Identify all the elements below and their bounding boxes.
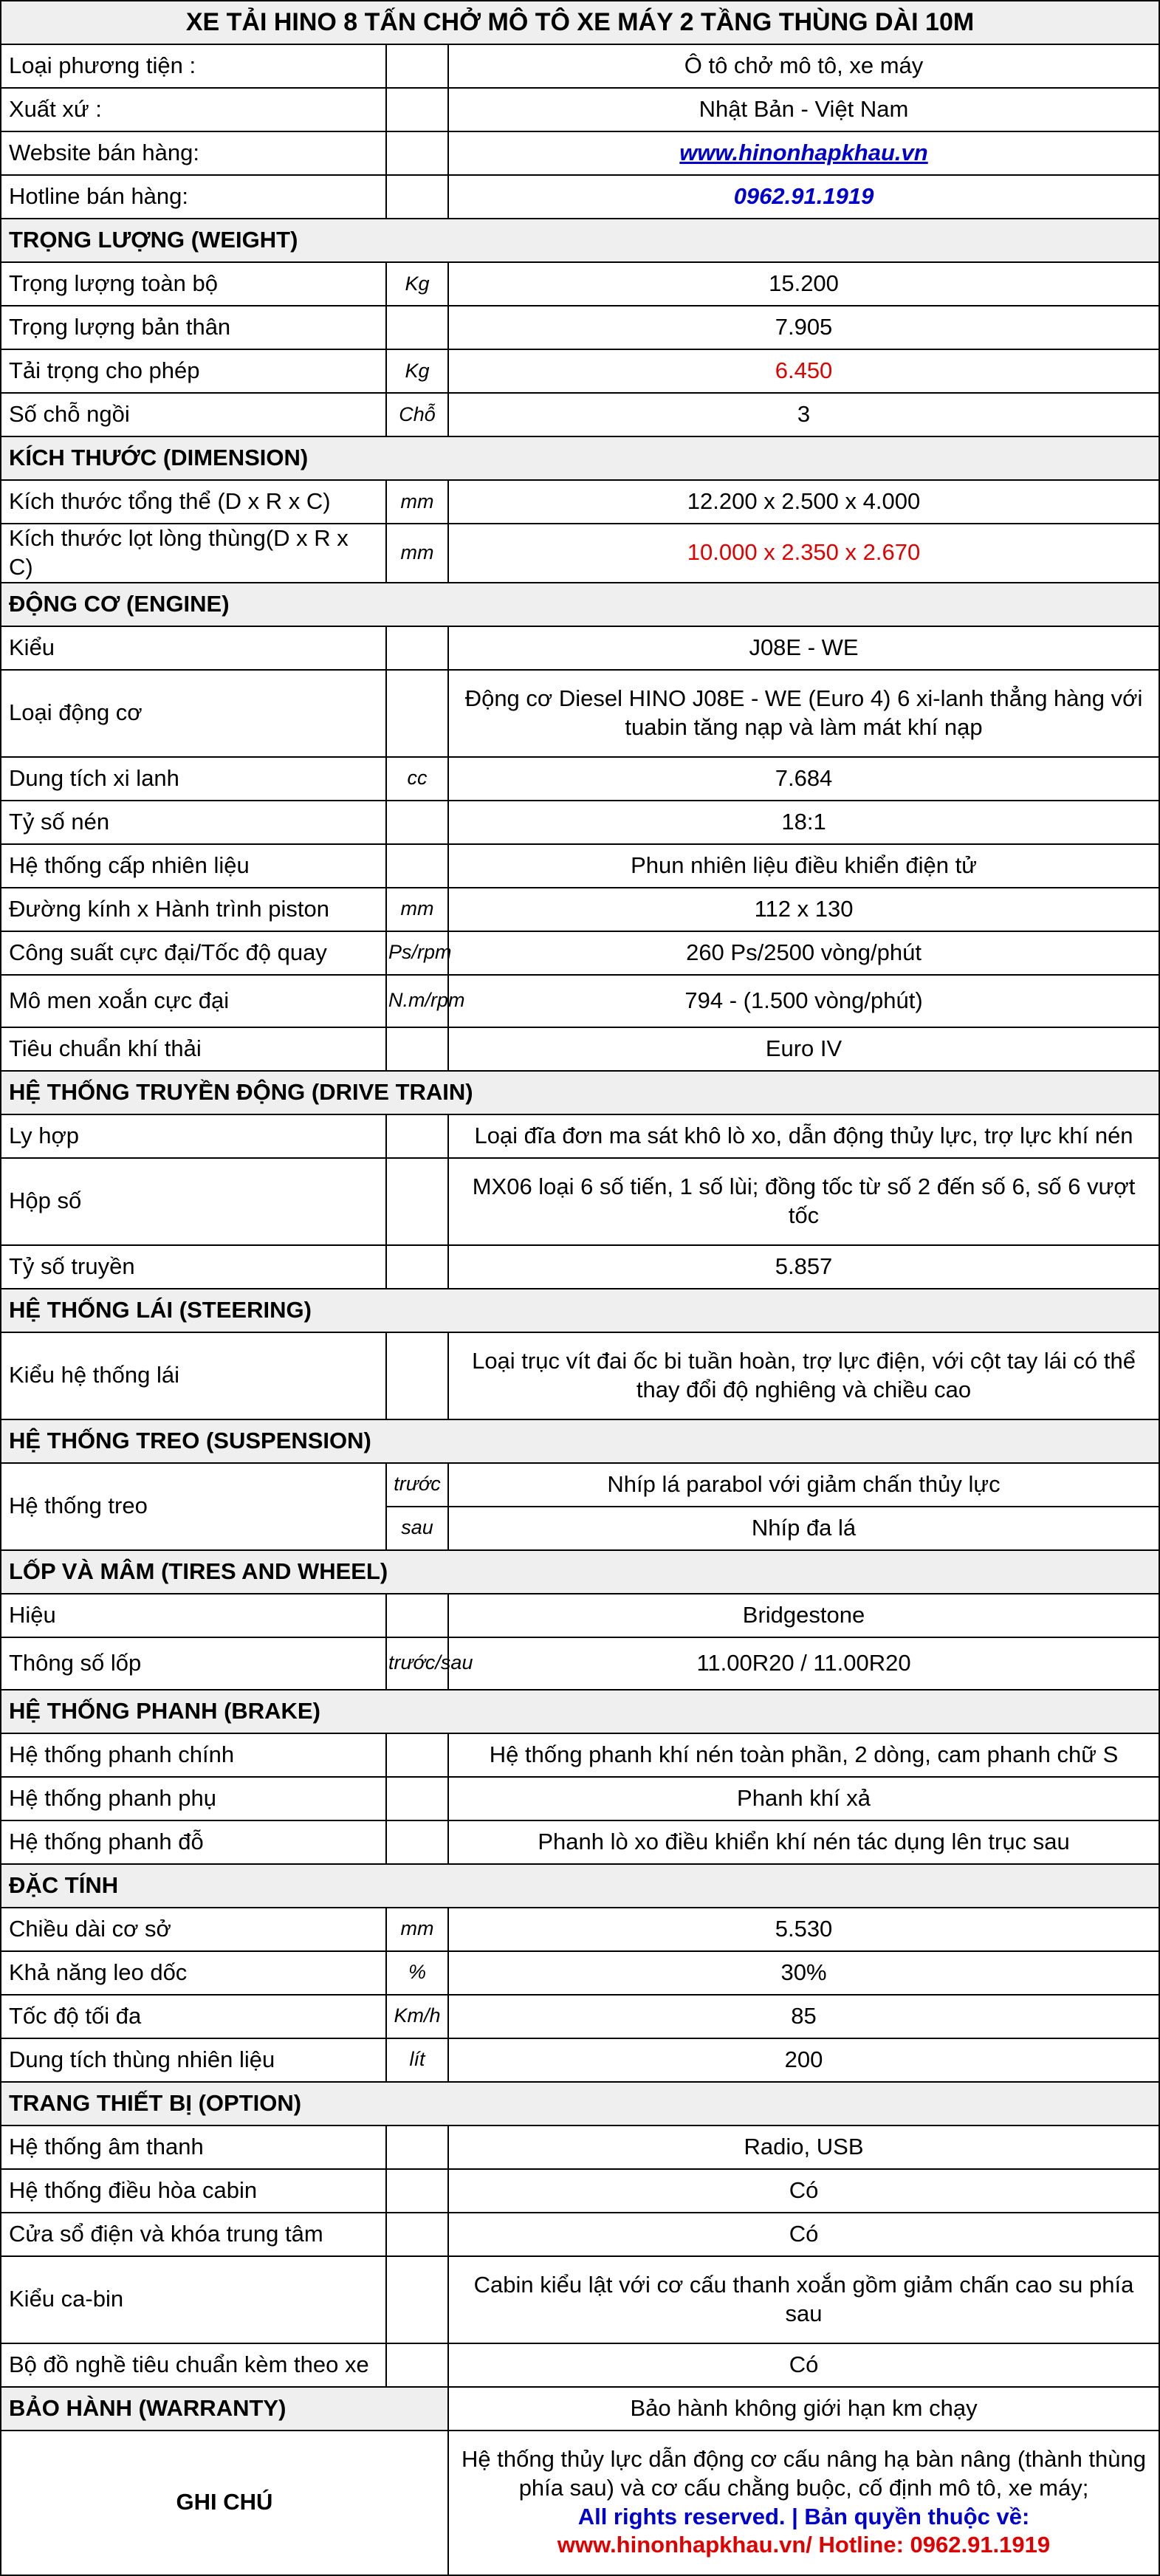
spec-unit — [386, 1245, 448, 1289]
spec-value: 7.905 — [448, 306, 1159, 349]
spec-value: MX06 loại 6 số tiến, 1 số lùi; đồng tốc từ số 2 đến số 6, số 6 vượt tốc — [448, 1158, 1159, 1245]
section-header-row — [1, 1289, 1159, 1332]
spec-label: Bộ đồ nghề tiêu chuẩn kèm theo xe — [1, 2343, 386, 2387]
spec-label: Đường kính x Hành trình piston — [1, 888, 386, 931]
spec-unit: % — [386, 1951, 448, 1995]
section-header: TRỌNG LƯỢNG (WEIGHT) — [1, 219, 1159, 262]
spec-unit — [386, 1158, 448, 1245]
spec-label: Trọng lượng toàn bộ — [1, 262, 386, 306]
spec-unit — [386, 131, 448, 175]
section-header-row — [1, 2082, 1159, 2125]
spec-row — [1, 1908, 1159, 1951]
spec-value: J08E - WE — [448, 626, 1159, 670]
spec-unit — [386, 175, 448, 219]
note-label: GHI CHÚ — [1, 2431, 448, 2575]
section-header: LỐP VÀ MÂM (TIRES AND WHEEL) — [1, 1550, 1159, 1594]
spec-label: Mô men xoắn cực đại — [1, 975, 386, 1027]
spec-unit: trước — [386, 1463, 448, 1507]
spec-value: Phanh lò xo điều khiển khí nén tác dụng lên trục sau — [448, 1820, 1159, 1864]
spec-unit — [386, 2213, 448, 2256]
spec-value: Loại trục vít đai ốc bi tuần hoàn, trợ lực điện, với cột tay lái có thể thay đổi độ nghiêng và chiều cao — [448, 1332, 1159, 1419]
spec-label: Chiều dài cơ sở — [1, 1908, 386, 1951]
spec-value: Động cơ Diesel HINO J08E - WE (Euro 4) 6 xi-lanh thẳng hàng với tuabin tăng nạp và làm mát khí nạp — [448, 670, 1159, 757]
spec-row — [1, 306, 1159, 349]
spec-row — [1, 931, 1159, 975]
spec-label: Kích thước lọt lòng thùng(D x R x C) — [1, 524, 386, 583]
spec-label: Trọng lượng bản thân — [1, 306, 386, 349]
spec-label: Hệ thống treo — [1, 1463, 386, 1550]
note-text: Hệ thống thủy lực dẫn động cơ cấu nâng hạ bàn nâng (thành thùng phía sau) và cơ cấu chằng buộc, cố định mô tô, xe máy; — [461, 2446, 1147, 2501]
spec-unit — [386, 1733, 448, 1777]
spec-unit: lít — [386, 2038, 448, 2082]
spec-value: Có — [448, 2169, 1159, 2213]
section-header-row — [1, 583, 1159, 626]
spec-value: 30% — [448, 1951, 1159, 1995]
spec-value: 6.450 — [448, 349, 1159, 393]
title-row — [1, 1, 1159, 44]
spec-row — [1, 349, 1159, 393]
spec-unit: Ps/rpm — [386, 931, 448, 975]
note-content — [448, 2431, 1159, 2575]
spec-unit: trước/sau — [386, 1637, 448, 1690]
spec-row — [1, 2256, 1159, 2343]
spec-label: Hệ thống điều hòa cabin — [1, 2169, 386, 2213]
spec-value: 11.00R20 / 11.00R20 — [448, 1637, 1159, 1690]
warranty-row — [1, 2387, 1159, 2431]
spec-row — [1, 1114, 1159, 1158]
spec-row — [1, 2125, 1159, 2169]
spec-unit: mm — [386, 1908, 448, 1951]
spec-value: Nhật Bản - Việt Nam — [448, 88, 1159, 131]
section-header: HỆ THỐNG TRUYỀN ĐỘNG (DRIVE TRAIN) — [1, 1071, 1159, 1114]
spec-value: 7.684 — [448, 757, 1159, 801]
spec-unit: Chỗ — [386, 393, 448, 436]
spec-value: Nhíp đa lá — [448, 1507, 1159, 1550]
spec-unit — [386, 670, 448, 757]
spec-row — [1, 524, 1159, 583]
spec-value: Phun nhiên liệu điều khiển điện tử — [448, 844, 1159, 888]
spec-label: Tỷ số truyền — [1, 1245, 386, 1289]
spec-value: Radio, USB — [448, 2125, 1159, 2169]
spec-label: Hệ thống phanh đỗ — [1, 1820, 386, 1864]
spec-value: 200 — [448, 2038, 1159, 2082]
spec-label: Xuất xứ : — [1, 88, 386, 131]
spec-unit: mm — [386, 480, 448, 524]
section-header: ĐỘNG CƠ (ENGINE) — [1, 583, 1159, 626]
spec-unit: N.m/rpm — [386, 975, 448, 1027]
spec-label: Kiểu ca-bin — [1, 2256, 386, 2343]
spec-value: 5.857 — [448, 1245, 1159, 1289]
spec-row — [1, 480, 1159, 524]
spec-unit: mm — [386, 524, 448, 583]
spec-label: Dung tích xi lanh — [1, 757, 386, 801]
spec-unit: sau — [386, 1507, 448, 1550]
section-header-row — [1, 436, 1159, 480]
spec-unit — [386, 2343, 448, 2387]
section-header-row — [1, 1690, 1159, 1733]
spec-label: Tốc độ tối đa — [1, 1995, 386, 2038]
spec-label: Số chỗ ngồi — [1, 393, 386, 436]
spec-unit — [386, 306, 448, 349]
spec-row — [1, 1820, 1159, 1864]
spec-row — [1, 757, 1159, 801]
spec-value: Euro IV — [448, 1027, 1159, 1071]
spec-label: Website bán hàng: — [1, 131, 386, 175]
spec-unit — [386, 801, 448, 844]
section-header: HỆ THỐNG LÁI (STEERING) — [1, 1289, 1159, 1332]
spec-value: Bridgestone — [448, 1594, 1159, 1637]
spec-row — [1, 1158, 1159, 1245]
spec-label: Hệ thống phanh phụ — [1, 1777, 386, 1820]
spec-unit — [386, 1114, 448, 1158]
spec-value: Hệ thống phanh khí nén toàn phần, 2 dòng, cam phanh chữ S — [448, 1733, 1159, 1777]
section-header-row — [1, 1864, 1159, 1908]
spec-row — [1, 1594, 1159, 1637]
spec-row — [1, 2343, 1159, 2387]
spec-row — [1, 1332, 1159, 1419]
spec-unit: Kg — [386, 349, 448, 393]
spec-label: Công suất cực đại/Tốc độ quay — [1, 931, 386, 975]
spec-unit: Kg — [386, 262, 448, 306]
spec-label: Thông số lốp — [1, 1637, 386, 1690]
spec-label: Hộp số — [1, 1158, 386, 1245]
spec-label: Hệ thống âm thanh — [1, 2125, 386, 2169]
spec-label: Loại phương tiện : — [1, 44, 386, 88]
spec-row — [1, 1733, 1159, 1777]
spec-label: Hệ thống phanh chính — [1, 1733, 386, 1777]
spec-unit — [386, 1594, 448, 1637]
spec-value: Có — [448, 2213, 1159, 2256]
spec-value: 85 — [448, 1995, 1159, 2038]
spec-row — [1, 2213, 1159, 2256]
spec-label: Tiêu chuẩn khí thải — [1, 1027, 386, 1071]
spec-row — [1, 844, 1159, 888]
spec-label: Tỷ số nén — [1, 801, 386, 844]
spec-label: Kiểu hệ thống lái — [1, 1332, 386, 1419]
spec-value: Phanh khí xả — [448, 1777, 1159, 1820]
warranty-value: Bảo hành không giới hạn km chạy — [448, 2387, 1159, 2431]
spec-label: Hiệu — [1, 1594, 386, 1637]
spec-unit — [386, 844, 448, 888]
spec-value: 260 Ps/2500 vòng/phút — [448, 931, 1159, 975]
spec-row — [1, 1027, 1159, 1071]
section-header: HỆ THỐNG PHANH (BRAKE) — [1, 1690, 1159, 1733]
spec-value: 3 — [448, 393, 1159, 436]
spec-value: 15.200 — [448, 262, 1159, 306]
spec-unit — [386, 1027, 448, 1071]
section-header-row — [1, 1419, 1159, 1463]
spec-unit — [386, 626, 448, 670]
spec-unit — [386, 1777, 448, 1820]
spec-value: Nhíp lá parabol với giảm chấn thủy lực — [448, 1463, 1159, 1507]
spec-unit: Km/h — [386, 1995, 448, 2038]
spec-unit — [386, 2256, 448, 2343]
spec-row — [1, 1777, 1159, 1820]
spec-row — [1, 670, 1159, 757]
section-header-row — [1, 219, 1159, 262]
hotline-number: 0962.91.1919 — [733, 183, 874, 210]
spec-label: Kích thước tổng thể (D x R x C) — [1, 480, 386, 524]
spec-value: 18:1 — [448, 801, 1159, 844]
section-header: KÍCH THƯỚC (DIMENSION) — [1, 436, 1159, 480]
spec-label: Kiểu — [1, 626, 386, 670]
spec-row — [1, 1995, 1159, 2038]
section-header-row — [1, 1550, 1159, 1594]
spec-unit — [386, 2125, 448, 2169]
hotline-cell — [448, 175, 1159, 219]
spec-label: Hotline bán hàng: — [1, 175, 386, 219]
spec-value: Cabin kiểu lật với cơ cấu thanh xoắn gồm giảm chấn cao su phía sau — [448, 2256, 1159, 2343]
spec-value: 794 - (1.500 vòng/phút) — [448, 975, 1159, 1027]
spec-row — [1, 131, 1159, 175]
spec-value: 10.000 x 2.350 x 2.670 — [448, 524, 1159, 583]
spec-row — [1, 2038, 1159, 2082]
spec-unit — [386, 1820, 448, 1864]
spec-label: Khả năng leo dốc — [1, 1951, 386, 1995]
section-header-row — [1, 1071, 1159, 1114]
spec-label: Ly hợp — [1, 1114, 386, 1158]
spec-row — [1, 175, 1159, 219]
spec-row — [1, 88, 1159, 131]
page-title: XE TẢI HINO 8 TẤN CHỞ MÔ TÔ XE MÁY 2 TẦNG THÙNG DÀI 10M — [1, 1, 1159, 44]
spec-row — [1, 626, 1159, 670]
spec-row — [1, 1951, 1159, 1995]
spec-label: Hệ thống cấp nhiên liệu — [1, 844, 386, 888]
spec-value: Có — [448, 2343, 1159, 2387]
section-header: ĐẶC TÍNH — [1, 1864, 1159, 1908]
spec-value: 5.530 — [448, 1908, 1159, 1951]
spec-row — [1, 1637, 1159, 1690]
spec-row — [1, 1245, 1159, 1289]
spec-row — [1, 1463, 1159, 1507]
spec-unit — [386, 1332, 448, 1419]
spec-row — [1, 393, 1159, 436]
spec-unit — [386, 44, 448, 88]
spec-label: Loại động cơ — [1, 670, 386, 757]
spec-row — [1, 2169, 1159, 2213]
spec-unit: cc — [386, 757, 448, 801]
spec-unit: mm — [386, 888, 448, 931]
spec-unit — [386, 88, 448, 131]
contact-text: www.hinonhapkhau.vn/ Hotline: 0962.91.1919 — [557, 2532, 1051, 2558]
website-link-cell — [448, 131, 1159, 175]
spec-row — [1, 44, 1159, 88]
spec-row — [1, 975, 1159, 1027]
note-row — [1, 2431, 1159, 2575]
rights-text: All rights reserved. | Bản quyền thuộc về: — [577, 2503, 1030, 2529]
warranty-label: BẢO HÀNH (WARRANTY) — [1, 2387, 448, 2431]
spec-value: 112 x 130 — [448, 888, 1159, 931]
spec-value: 12.200 x 2.500 x 4.000 — [448, 480, 1159, 524]
spec-row — [1, 888, 1159, 931]
spec-label: Cửa sổ điện và khóa trung tâm — [1, 2213, 386, 2256]
spec-value: Ô tô chở mô tô, xe máy — [448, 44, 1159, 88]
spec-value: Loại đĩa đơn ma sát khô lò xo, dẫn động thủy lực, trợ lực khí nén — [448, 1114, 1159, 1158]
spec-row — [1, 262, 1159, 306]
spec-label: Tải trọng cho phép — [1, 349, 386, 393]
website-link[interactable]: www.hinonhapkhau.vn — [679, 140, 928, 166]
section-header: TRANG THIẾT BỊ (OPTION) — [1, 2082, 1159, 2125]
spec-row — [1, 801, 1159, 844]
spec-label: Dung tích thùng nhiên liệu — [1, 2038, 386, 2082]
spec-unit — [386, 2169, 448, 2213]
section-header: HỆ THỐNG TREO (SUSPENSION) — [1, 1419, 1159, 1463]
